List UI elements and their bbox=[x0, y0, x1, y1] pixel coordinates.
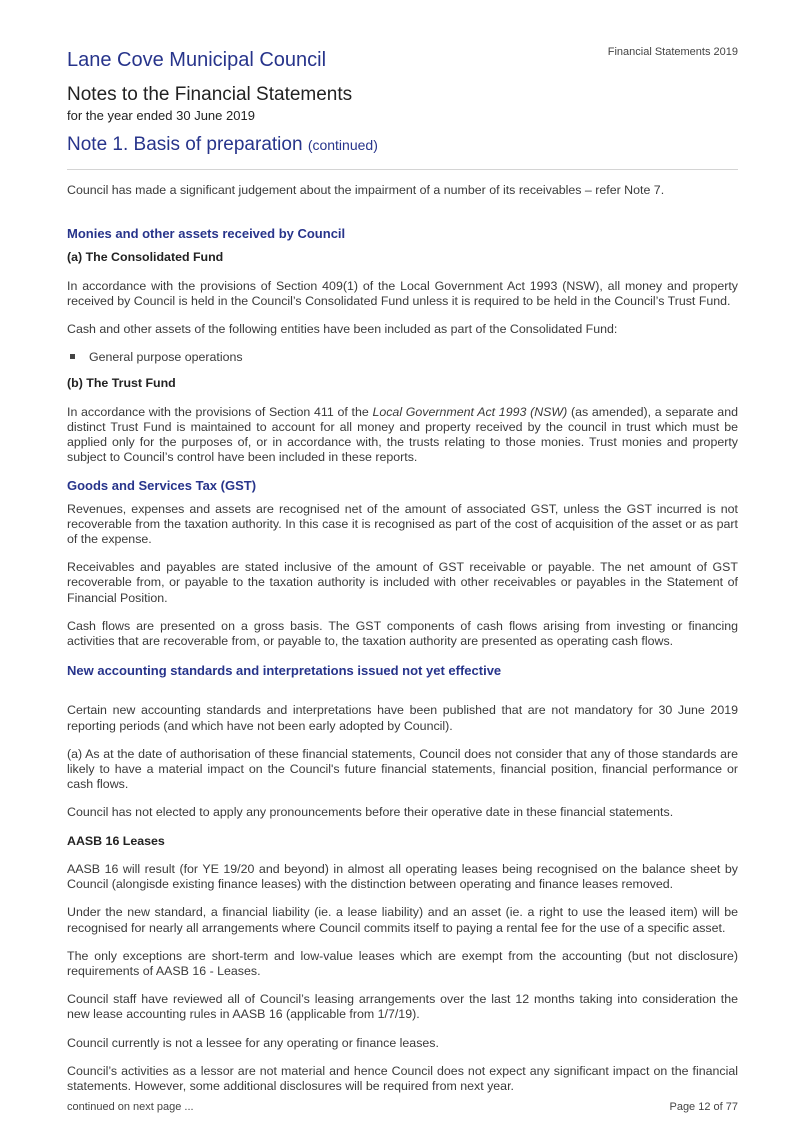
standards-paragraph-2: (a) As at the date of authorisation of these financial statements, Council does not consider that any of those standards are likely to have a material impact on the Council's future financial statements, financial position, financial performance or cash flows. bbox=[67, 746, 738, 792]
note-heading bbox=[67, 134, 378, 156]
gst-paragraph-1: Revenues, expenses and assets are recognised net of the amount of associated GST, unless the GST incurred is not recoverable from the taxation authority. In this case it is recognised as part of the cost of acquisition of the asset or as part of the expense. bbox=[67, 501, 738, 547]
list-item-text: General purpose operations bbox=[89, 350, 243, 365]
note-content bbox=[67, 183, 738, 1094]
aasb16-paragraph-3: The only exceptions are short-term and low-value leases which are exempt from the accounting (but not disclosure) requirements of AASB 16 - Leases. bbox=[67, 948, 738, 978]
gst-paragraph-3: Cash flows are presented on a gross basis. The GST components of cash flows arising from investing or financing activities that are recoverable from, or payable to, the taxation authority are presented as operating cash flows. bbox=[67, 618, 738, 649]
standards-paragraph-3: Council has not elected to apply any pronouncements before their operative date in these financial statements. bbox=[67, 805, 674, 820]
note-continued: (continued) bbox=[307, 137, 378, 153]
document-label: Financial Statements 2019 bbox=[607, 46, 738, 58]
note-title: Note 1. Basis of preparation bbox=[67, 134, 303, 155]
intro-paragraph: Council has made a significant judgement about the impairment of a number of its receivables – refer Note 7. bbox=[67, 183, 665, 197]
consolidated-fund-paragraph: In accordance with the provisions of Section 409(1) of the Local Government Act 1993 (NSW), all money and property received by Council is held in the Council’s Consolidated Fund unless it is required to be held in the Council’s Trust Fund. bbox=[67, 278, 738, 308]
aasb16-paragraph-2: Under the new standard, a financial liability (ie. a lease liability) and an asset (ie. a right to use the leased item) will be recognised for nearly all arrangements where Council commits itself to paying a rental fee for the use of a specific asset. bbox=[67, 905, 738, 935]
subheading-aasb16: AASB 16 Leases bbox=[67, 833, 165, 848]
gst-paragraph-2: Receivables and payables are stated inclusive of the amount of GST receivable or payable. The net amount of GST recoverable from, or payable to the taxation authority is included with other receivables or payables in the Statement of Financial Position. bbox=[67, 560, 738, 605]
subheading-consolidated-fund: (a) The Consolidated Fund bbox=[67, 250, 224, 265]
aasb16-paragraph-1: AASB 16 will result (for YE 19/20 and beyond) in almost all operating leases being recognised on the balance sheet by Council (alongisde existing finance leases) with the distinction between operating and finance leases removed. bbox=[67, 861, 738, 892]
aasb16-paragraph-6: Council’s activities as a lessor are not material and hence Council does not expect any significant impact on the financial statements. However, some additional disclosures will be required from next year. bbox=[67, 1063, 738, 1093]
section-heading-monies: Monies and other assets received by Council bbox=[67, 226, 346, 242]
consolidated-fund-entities-paragraph: Cash and other assets of the following entities have been included as part of the Consolidated Fund: bbox=[67, 322, 618, 337]
standards-paragraph-1: Certain new accounting standards and interpretations have been published that are not mandatory for 30 June 2019 reporting periods (and which have not been early adopted by Council). bbox=[67, 703, 738, 733]
aasb16-paragraph-5: Council currently is not a lessee for any operating or finance leases. bbox=[67, 1035, 439, 1050]
council-name: Lane Cove Municipal Council bbox=[67, 49, 327, 71]
trust-fund-text-end: (as amended), a separate and distinct Trust Fund is maintained to account for all money and property received by the council in trust which must be applied only for the purposes of, or in accordance with, the trusts relating to those monies. Trust monies and property subject to Council’s control have been included in these reports. bbox=[67, 404, 738, 465]
period-subtitle: for the year ended 30 June 2019 bbox=[67, 108, 255, 123]
section-heading-gst: Goods and Services Tax (GST) bbox=[67, 478, 257, 494]
square-bullet-icon bbox=[70, 354, 75, 359]
act-name-italic: Local Government Act 1993 (NSW) bbox=[372, 404, 568, 419]
header-divider bbox=[67, 169, 738, 170]
trust-fund-text-start: In accordance with the provisions of Section 411 of the bbox=[67, 404, 373, 419]
subheading-trust-fund: (b) The Trust Fund bbox=[67, 376, 176, 391]
list-item bbox=[67, 350, 738, 365]
section-heading-standards: New accounting standards and interpretations issued not yet effective bbox=[67, 663, 502, 679]
trust-fund-paragraph bbox=[67, 405, 738, 466]
page-title: Notes to the Financial Statements bbox=[67, 84, 353, 105]
page-number: Page 12 of 77 bbox=[669, 1101, 738, 1113]
aasb16-paragraph-4: Council staff have reviewed all of Council’s leasing arrangements over the last 12 months taking into consideration the new lease accounting rules in AASB 16 (applicable from 1/7/19). bbox=[67, 992, 738, 1022]
continued-note: continued on next page ... bbox=[67, 1101, 194, 1113]
